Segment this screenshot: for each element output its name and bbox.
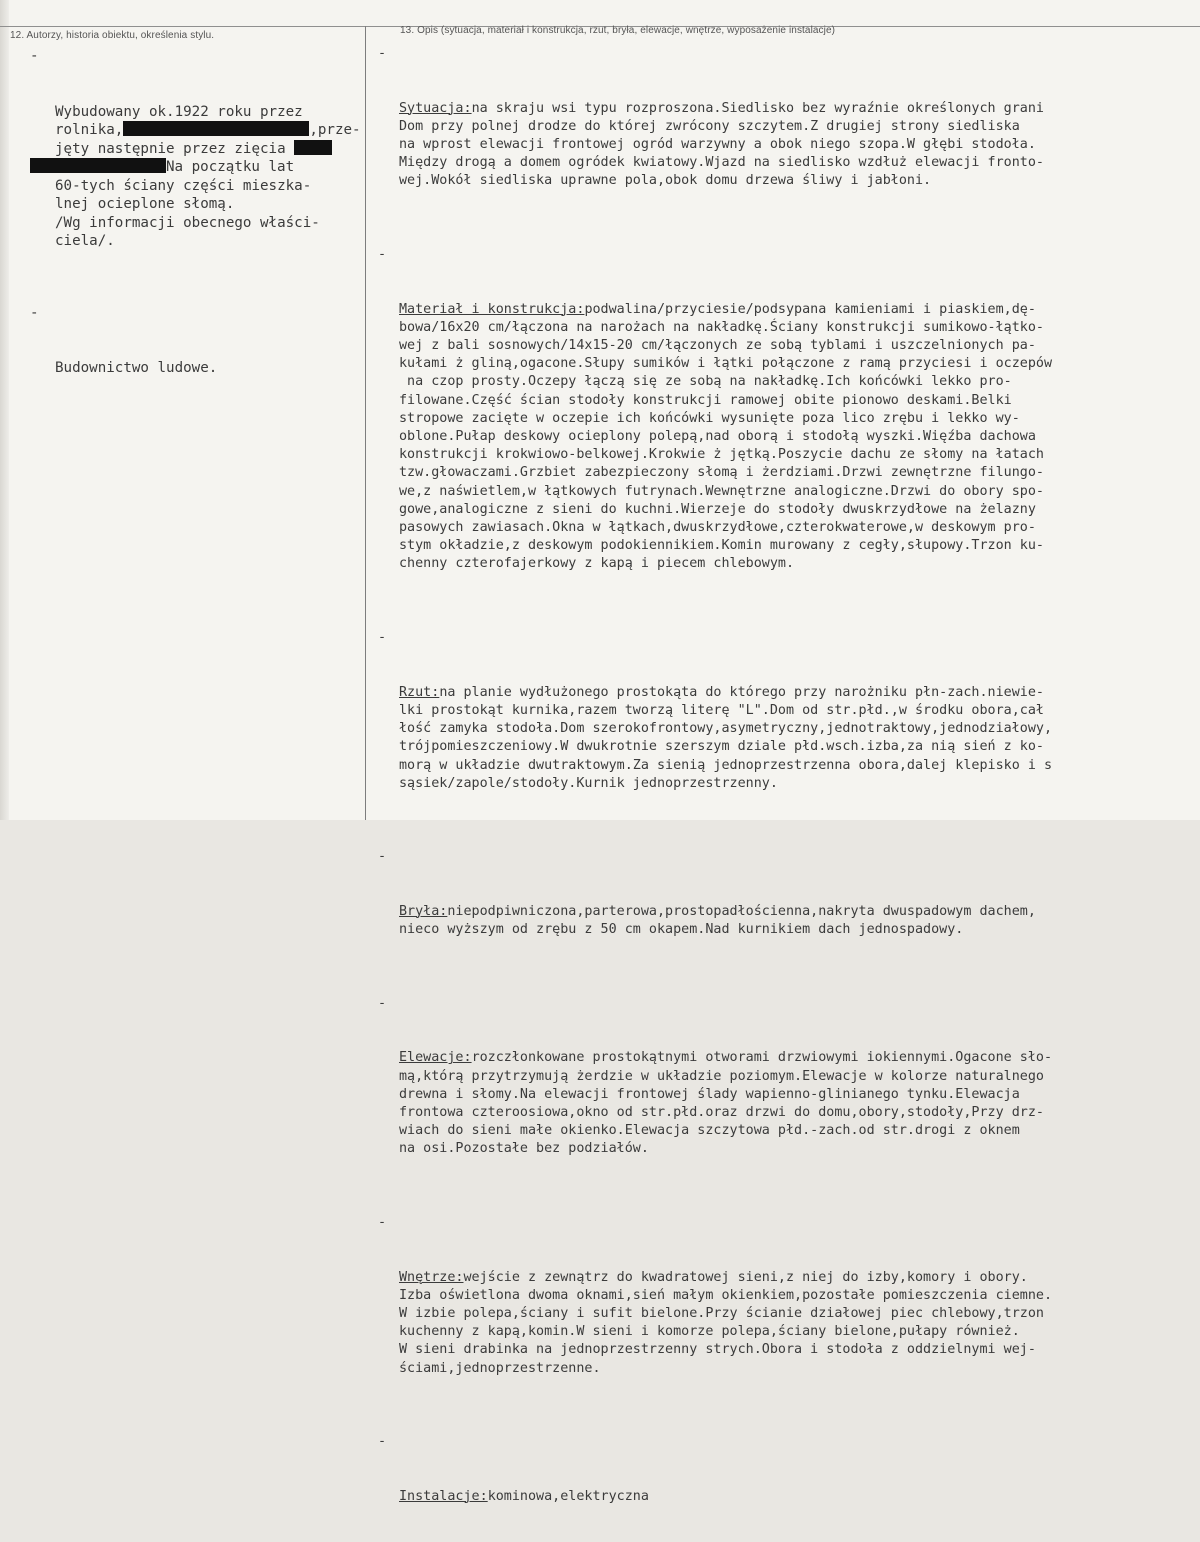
style-entry [30,304,360,415]
entry-instalacje [378,1433,1200,1542]
entry-body [378,1488,1200,1506]
bullet-dash: - [30,304,39,321]
text-bryla: niepodpiwniczona,parterowa,prostopadłościenna,nakryta dwuspadowym dachem, nieco wyższym od zrębu z 50 cm okapem.Nad kurnikiem dach jednospadowy. [399,903,1036,938]
text-rzut: na planie wydłużonego prostokąta do którego przy narożniku płn-zach.niewie- lki prostokąt kurnika,razem tworzą literę "L".Dom od str.płd.,w środku obora,cał łość zamyka stodoła.Dom szerokofrontowy,asymetryczny,jednotraktowy,jednodziałowy, trójpomieszczeniowy.W dwukrotnie szerszym dziale płd.wsch.izba,za nią sień z ko- morą w układzie dwutraktowym.Za sienią jednoprzestrzenna obora,dalej klepisko i s sąsiek/zapole/stodoły.Kurnik jednoprzestrzenny. [399,684,1053,791]
entry-body [378,1269,1200,1378]
column-divider [365,26,366,820]
right-column [378,45,1200,1542]
entry-elewacje [378,995,1200,1195]
label-bryla: Bryła: [399,903,448,919]
text-material: podwalina/przyciesie/podsypana kamieniami i piaskiem,dę- bowa/16x20 cm/łączona na narożach na nakładkę.Ściany konstrukcji sumikowo-łątko- wej z bali sosnowych/14x15-20 cm/łączonych ze sobą tyblami i uszczelnionych pa- kułami ż gliną,ogacone.Słupy sumików i łątki połączone z ramą przyciesi i oczepów na czop prosty.Oczepy łączą się ze sobą na nakładkę.Ich końcówki lekko pro- filowane.Część ścian stodoły konstrukcji ramowej obite pionowo deskami.Belki stropowe zacięte w oczepie ich końcówki wysunięte poza lico zrębu i lekko wy- oblone.Pułap deskowy ocieplony polepą,nad oborą i stodołą wyszki.Więźba dachowa konstrukcji krokwiowo-belkowej.Krokwie ż jętką.Poszycie dachu ze słomy na łatach tzw.głowaczami.Grzbiet zabezpieczony słomą i żerdziami.Drzwi zewnętrzne filungo- we,z naświetlem,w łątkowych futrynach.Wewnętrzne analogiczne.Drzwi do obory spo- gowe,analogiczne z sieni do kuchni.Wierzeje do stodoły dwuskrzydłowe na żelazny pasowych zawiasach.Okna w łątkach,dwuskrzydłowe,czterokwaterowe,w deskowym pro- stym okładzie,z deskowym podokiennikiem.Komin murowany z cegły,słupowy.Trzon ku- chenny czterofajerkowy z kapą i piecem chlebowym. [399,301,1053,572]
entry-rzut [378,629,1200,829]
label-elewacje: Elewacje: [399,1050,472,1066]
bullet-dash: - [378,630,387,646]
entry-body [378,100,1200,191]
label-wnetrze: Wnętrze: [399,1269,464,1285]
bullet-dash: - [378,1214,387,1230]
entry-body [378,301,1200,574]
text-elewacje: rozczłonkowane prostokątnymi otworami drzwiowymi iokiennymi.Ogacone sło- mą,którą przytrzymują żerdzie w układzie poziomym.Elewacje w kolorze naturalnego drewna i słomy.Na elewacji frontowej ślady wapienno-glinianego tynku.Elewacja frontowa czteroosiowa,okno od str.płd.oraz drzwi do domu,obory,stodoły,Przy drz- wiach do sieni małe okienko.Elewacja szczytowa płd.-zach.od str.drogi z oknem na osi.Pozostałe bez podziałów. [399,1050,1053,1157]
history-entry [30,47,360,288]
entry-body [378,1049,1200,1158]
label-instalacje: Instalacje: [399,1488,488,1504]
label-sytuacja: Sytuacja: [399,100,472,116]
bullet-dash: - [378,1434,387,1450]
entry-wnetrze [378,1214,1200,1414]
text-instalacje: kominowa,elektryczna [487,1488,649,1504]
label-rzut: Rzut: [399,684,440,700]
entry-body [378,903,1200,939]
style-text: Budownictwo ludowe. [55,360,218,376]
redaction-block [30,158,166,173]
bullet-dash: - [378,995,387,1011]
bullet-dash: - [378,247,387,263]
text-wnetrze: wejście z zewnątrz do kwadratowej sieni,z niej do izby,komory i obory. Izba oświetlona dwoma oknami,sień małym okienkiem,pozostałe pomieszczenia ciemne. W izbie polepa,ściany i sufit bielone.Przy ścianie działowej piec chlebowy,trzon kuchenny z kapą,komin.W sieni i komorze polepa,ściany bielone,pułapy również. W sieni drabinka na jednoprzestrzenny strych.Obora i stodoła z oddzielnymi wej- ściami,jednoprzestrzenne. [399,1269,1053,1376]
section-13-header: 13. Opis (sytuacja, materiał i konstrukcja, rzut, bryła, elewacje, wnętrze, wyposażenie instalacje) [400,25,836,36]
bullet-dash: - [30,48,39,64]
bullet-dash: - [378,849,387,865]
bullet-dash: - [378,46,387,61]
left-column [30,47,360,415]
entry-sytuacja [378,45,1200,227]
entry-bryla [378,848,1200,975]
section-12-header: 12. Autorzy, historia obiektu, określenia stylu. [10,30,215,41]
entry-material [378,246,1200,610]
entry-body [378,684,1200,793]
redaction-block [123,121,309,136]
page-edge [0,0,9,820]
label-material: Materiał i konstrukcja: [399,301,585,317]
text-sytuacja: na skraju wsi typu rozproszona.Siedlisko bez wyraźnie określonych grani Dom przy polnej drodze do której zwrócony szczytem.Z drugiej strony siedliska na wprost elewacji frontowej ogród warzywny a obok niego szopa.W głębi stodoła. Między drogą a domem ogródek kwiatowy.Wjazd na siedlisko wzdłuż elewacji fronto- wej.Wokół siedliska uprawne pola,obok domu drzewa śliwy i jabłoni. [399,100,1044,189]
redaction-block [294,140,332,155]
history-text: Wybudowany ok.1922 roku przez rolnika, ,prze- jęty następnie przez zięcia Na początku lat 60-tych ściany części mieszka- lnej ocieplone słomą. /Wg informacji obecnego właści- ciela/. [30,103,360,251]
